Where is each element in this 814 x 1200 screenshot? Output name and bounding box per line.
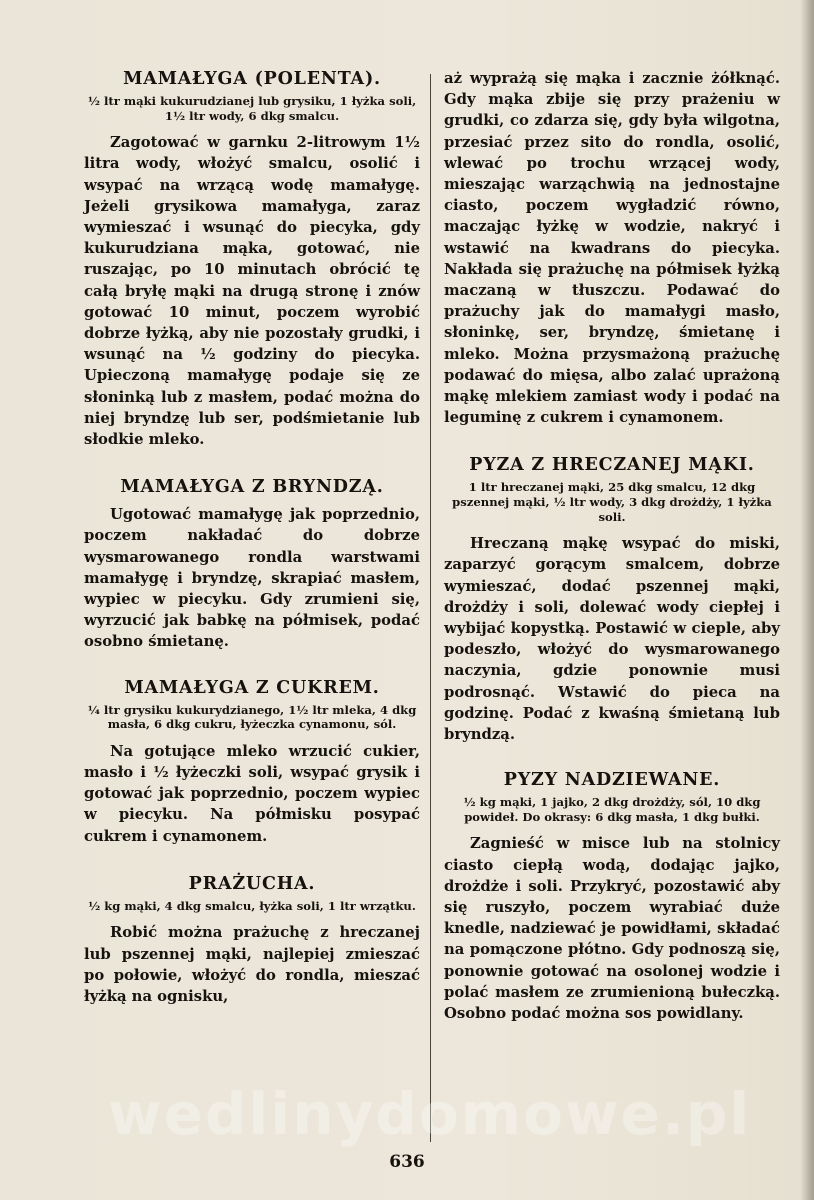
- recipe-title: MAMAŁYGA Z BRYNDZĄ.: [120, 477, 384, 498]
- section-spacer: [84, 653, 420, 677]
- recipe-mamalyga-polenta: [84, 68, 420, 450]
- recipe-mamalyga-z-cukrem: [84, 677, 420, 847]
- recipe-instructions: Na gotujące mleko wrzucić cukier, masło i ½ łyżeczki soli, wsypać grysik i gotować jak poprzednio, poczem wypiec w piecyku. Na półmisku posypać cukrem i cynamonem.: [84, 742, 420, 845]
- recipe-mamalyga-z-bryndza: [84, 476, 420, 652]
- recipe-title: MAMAŁYGA (POLENTA).: [123, 69, 381, 89]
- right-column: [444, 68, 780, 1024]
- recipe-ingredients: ¼ ltr grysiku kukurydzianego, 1½ ltr mleka, 4 dkg masła, 6 dkg cukru, łyżeczka cynamonu, sól.: [87, 702, 417, 732]
- recipe-instructions-continued: aż wyprażą się mąka i zacznie żółknąć. Gdy mąka zbije się przy prażeniu w grudki, co zdarza się, gdy była wilgotna, przesiać przez sito do rondla, osolić, wlewać po trochu wrzącej wody, mieszając warząchwią na jednostajne ciasto, poczem wygładzić równo, maczając łyżkę w wodzie, nakryć i wstawić na kwadrans do piecyka. Nakłada się prażuchę na półmisek łyżką maczaną w tłuszczu. Podawać do prażuchy jak do mamałygi masło, słoninkę, ser, bryndzę, śmietanę i mleko. Można przysmażoną prażuchę podawać do mięsa, albo zalać uprażoną mąkę mlekiem zamiast wody i podać na leguminę z cukrem i cynamonem.: [444, 70, 780, 427]
- recipe-ingredients: ½ ltr mąki kukurudzianej lub grysiku, 1 łyżka soli, 1½ ltr wody, 6 dkg smalcu.: [87, 94, 417, 123]
- section-spacer: [444, 745, 780, 769]
- recipe-title: PYZY NADZIEWANE.: [503, 770, 721, 791]
- column-divider: [430, 74, 431, 1142]
- recipe-instructions: Zagnieść w misce lub na stolnicy ciasto ciepłą wodą, dodając jajko, drożdże i soli. Przykryć, pozostawić aby się ruszyło, poczem wyrabiać duże knedle, nadziewać je powidłami, składać na pomączone płótno. Gdy podnoszą się, ponownie gotować na osolonej wodzie i polać masłem ze zrumienioną bułeczką. Osobno podać można sos powidlany.: [444, 835, 780, 1023]
- section-spacer: [84, 847, 420, 873]
- page-number: 636: [389, 1152, 425, 1172]
- recipe-prazucha: [84, 873, 420, 1007]
- recipe-pyza-z-hreczanej-maki: [444, 454, 780, 745]
- left-column: [84, 68, 420, 1007]
- recipe-ingredients: ½ kg mąki, 4 dkg smalcu, łyżka soli, 1 ltr wrzątku.: [88, 898, 416, 913]
- recipe-pyzy-nadziewane: [444, 769, 780, 1024]
- section-spacer: [84, 450, 420, 476]
- recipe-ingredients: 1 ltr hreczanej mąki, 25 dkg smalcu, 12 dkg pszennej mąki, ½ ltr wody, 3 dkg drożdży, 1 łyżka soli.: [452, 480, 772, 524]
- recipe-instructions: Hreczaną mąkę wsypać do miski, zaparzyć gorącym smalcem, dobrze wymieszać, dodać pszennej mąki, drożdży i soli, dolewać wody ciepłej i wybijać kopystką. Postawić w cieple, aby podeszło, włożyć do wysmarowanego naczynia, gdzie ponownie musi podrosnąć. Wstawić do pieca na godzinę. Podać z kwaśną śmietaną lub bryndzą.: [444, 535, 780, 744]
- recipe-prazucha-continued: [444, 68, 780, 428]
- recipe-instructions: Zagotować w garnku 2-litrowym 1½ litra wody, włożyć smalcu, osolić i wsypać na wrzącą wodę mamałygę. Jeżeli grysikowa mamałyga, zaraz wymieszać i wsunąć do piecyka, gdy kukurudziana mąka, gotować, nie ruszając, po 10 minutach obrócić tę całą bryłę mąki na drugą stronę i znów gotować 10 minut, poczem wyrobić dobrze łyżką, aby nie pozostały grudki, i wsunąć na ½ godziny do piecyka. Upieczoną mamałygę podaje się ze słoninką lub z masłem, podać można do niej bryndzę lub ser, podśmietanie lub słodkie mleko.: [84, 134, 420, 449]
- section-spacer: [444, 428, 780, 454]
- recipe-instructions: Ugotować mamałygę jak poprzednio, poczem nakładać do dobrze wysmarowanego rondla warstwami mamałygę i bryndzę, skrapiać masłem, wypiec w piecyku. Gdy zrumieni się, wyrzucić jak babkę na półmisek, podać osobno śmietanę.: [84, 506, 420, 651]
- recipe-instructions: Robić można prażuchę z hreczanej lub pszennej mąki, najlepiej zmieszać po połowie, włożyć do rondla, mieszać łyżką na ognisku,: [84, 924, 420, 1006]
- watermark: wedlinydomowe.pl: [108, 1080, 752, 1148]
- recipe-title: PYZA Z HRECZANEJ MĄKI.: [469, 455, 755, 476]
- recipe-ingredients: ½ kg mąki, 1 jajko, 2 dkg drożdży, sól, 10 dkg powideł. Do okrasy: 6 dkg masła, 1 dkg bułki.: [463, 795, 761, 824]
- recipe-title: MAMAŁYGA Z CUKREM.: [124, 677, 380, 698]
- recipe-title: PRAŻUCHA.: [188, 873, 316, 894]
